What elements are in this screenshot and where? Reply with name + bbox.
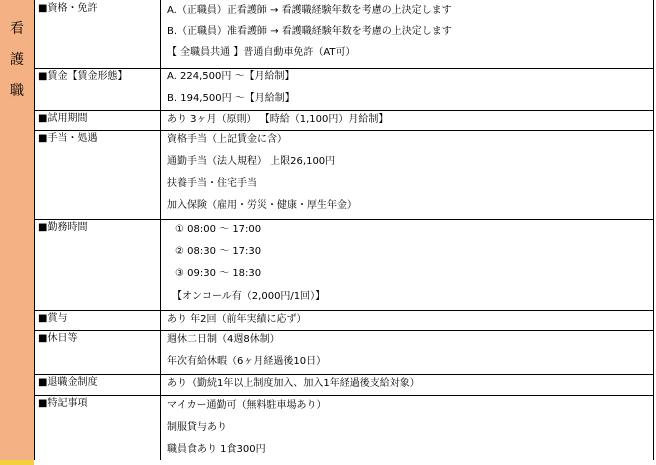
table-right-border (653, 0, 654, 460)
holidays-label-cell (35, 330, 161, 374)
hours-label: ■勤務時間 (38, 222, 88, 233)
wage-line-1: A. 224,500円 ～【月給制】 (167, 71, 295, 82)
trial-label: ■試用期間 (38, 113, 88, 124)
row-qualifications (35, 0, 653, 69)
hours-line-2: ② 08:30 ～ 17:30 (175, 246, 262, 257)
notes-line-2: 制服貸与あり (167, 422, 227, 433)
qualifications-label: ■資格・免許 (38, 3, 98, 14)
row-notes (35, 395, 653, 461)
bonus-label-cell (35, 310, 161, 330)
qualifications-label-cell (35, 0, 161, 68)
retirement-label-cell (35, 374, 161, 395)
section-title-char-2: 護 (10, 52, 24, 68)
row-holidays (35, 330, 653, 375)
corner-marker (0, 460, 34, 465)
bonus-label: ■賞与 (38, 313, 68, 324)
wage-line-2: B. 194,500円 ～【月給制】 (167, 93, 295, 104)
allowances-line-1: 資格手当（上記賃金に含） (167, 134, 287, 145)
bottom-strip (0, 460, 656, 465)
bonus-line-1: あり 年2回（前年実績に応ず） (167, 314, 307, 325)
notes-label-cell (35, 395, 161, 460)
section-title-char-3: 職 (10, 83, 24, 99)
row-trial-period (35, 110, 653, 131)
hours-line-1: ① 08:00 ～ 17:00 (175, 224, 262, 235)
qualifications-line-3: 【 全職員共通 】普通自動車免許（AT可） (167, 47, 356, 58)
qualifications-line-1: A.（正職員）正看護師 → 看護職経験年数を考慮の上決定します (167, 5, 452, 16)
retirement-line-1: あり（勤続1年以上制度加入、加入1年経過後支給対象） (167, 378, 420, 389)
row-working-hours (35, 219, 653, 311)
hours-line-4: 【オンコール有（2,000円/1回）】 (172, 291, 326, 302)
wage-label: ■賃金【賃金形態】 (38, 71, 128, 82)
allowances-line-2: 通勤手当（法人規程） 上限26,100円 (167, 156, 336, 167)
retirement-label: ■退職金制度 (38, 377, 98, 388)
notes-line-1: マイカー通勤可（無料駐車場あり） (167, 400, 327, 411)
hours-label-cell (35, 219, 161, 310)
qualifications-line-2: B.（正職員）准看護師 → 看護職経験年数を考慮の上決定します (167, 26, 452, 37)
section-title-char-1: 看 (10, 21, 24, 37)
trial-line-1: あり 3ヶ月（原則） 【時給（1,100円）月給制】 (167, 114, 389, 125)
wage-label-cell (35, 68, 161, 110)
allowances-line-4: 加入保険（雇用・労災・健康・厚生年金） (167, 200, 357, 211)
hours-line-3: ③ 09:30 ～ 18:30 (175, 268, 262, 279)
notes-line-3: 職員食あり 1食300円 (167, 444, 266, 455)
notes-label: ■特記事項 (38, 398, 88, 409)
trial-label-cell (35, 110, 161, 130)
row-wage (35, 68, 653, 111)
holidays-label: ■休日等 (38, 333, 78, 344)
row-bonus (35, 310, 653, 331)
allowances-line-3: 扶養手当・住宅手当 (167, 178, 257, 189)
row-allowances (35, 130, 653, 220)
holidays-line-2: 年次有給休暇（6ヶ月経過後10日） (167, 356, 327, 367)
row-retirement (35, 374, 653, 396)
nurse-section-band (0, 0, 35, 465)
allowances-label: ■手当・処遇 (38, 133, 98, 144)
holidays-line-1: 週休二日制（4週8休制） (167, 334, 280, 345)
allowances-label-cell (35, 130, 161, 219)
